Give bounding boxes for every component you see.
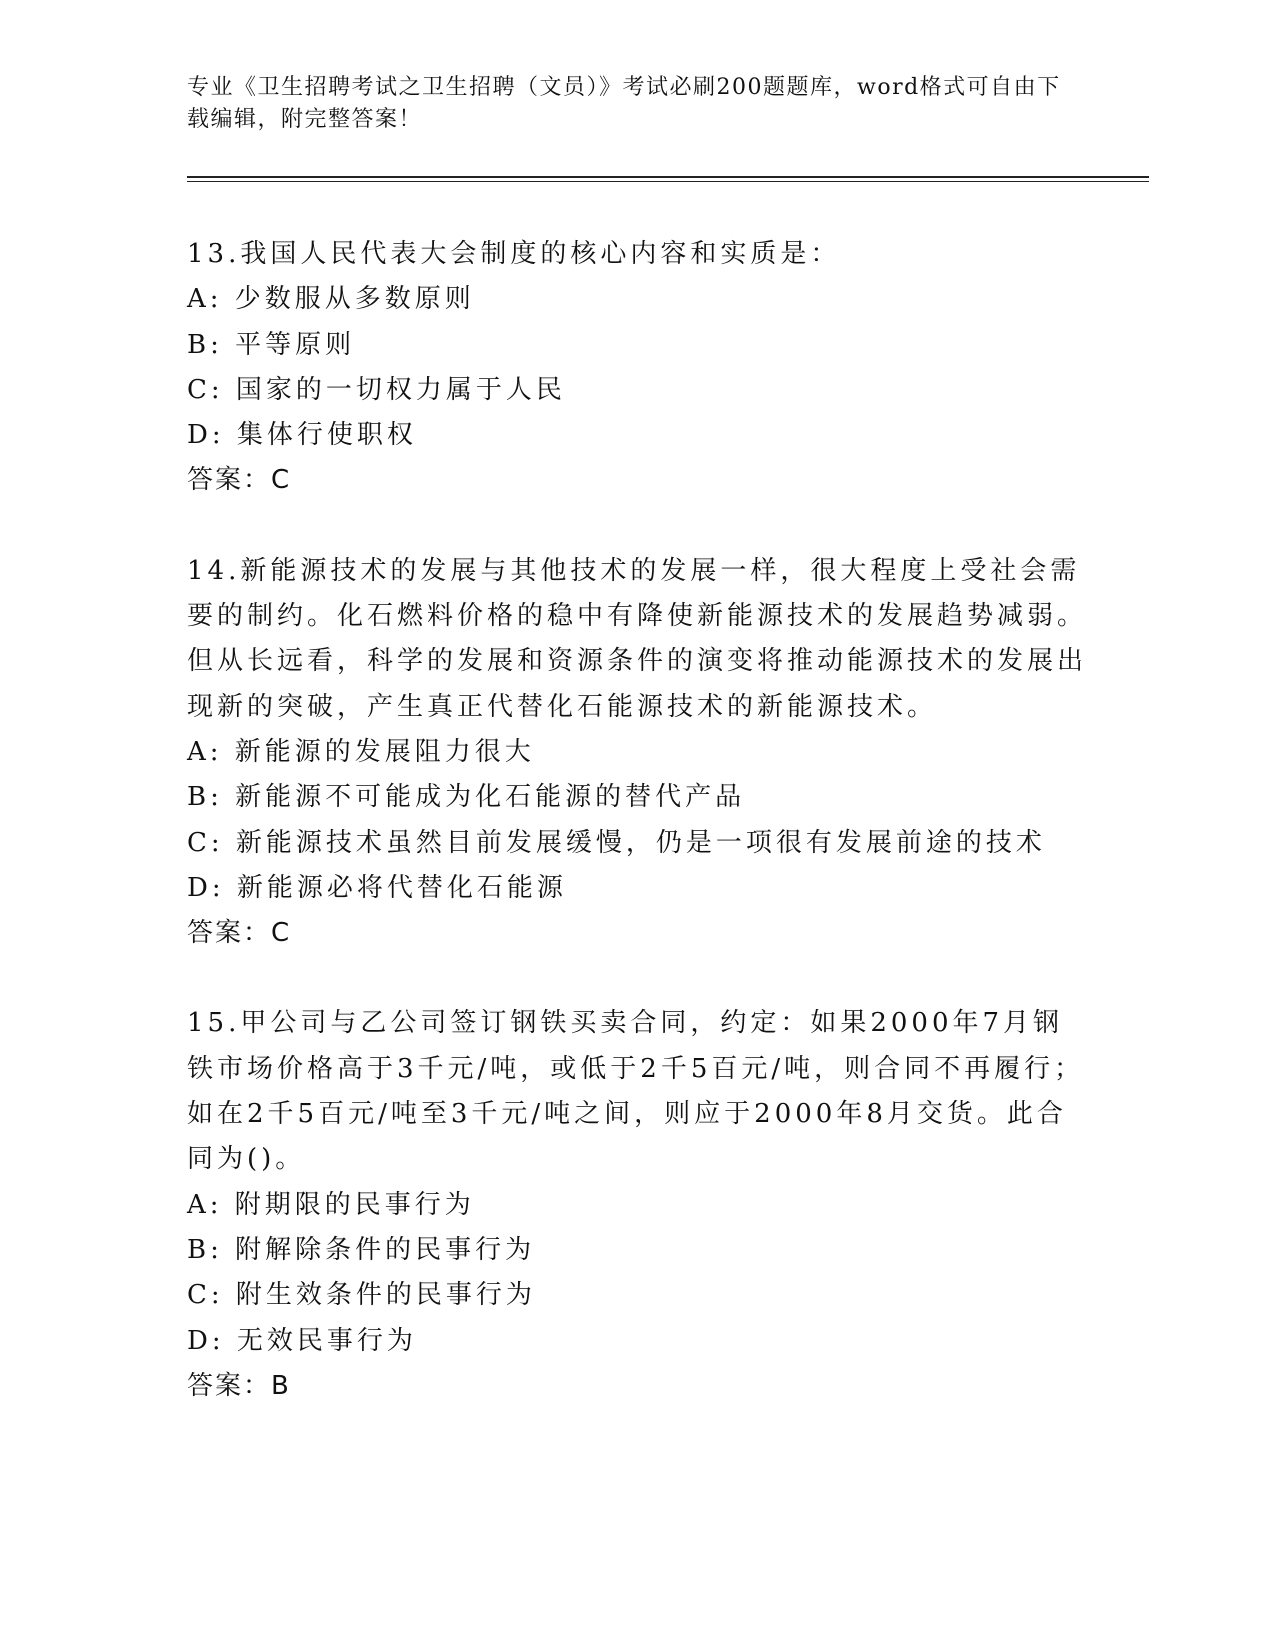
question-stem: 13.我国人民代表大会制度的核心内容和实质是： (187, 239, 841, 269)
question-14 (187, 549, 1087, 957)
question-stem: 15.甲公司与乙公司签订钢铁买卖合同，约定：如果2000年7月钢铁市场价格高于3千元/吨，或低于2千5百元/吨，则合同不再履行；如在2千5百元/吨至3千元/吨之间，则应于2000年8月交货。此合同为()。 (187, 1008, 1085, 1175)
option-a: A: 附期限的民事行为 (187, 1189, 475, 1220)
option-b: B: 附解除条件的民事行为 (187, 1234, 536, 1265)
header-divider-thin (187, 181, 1149, 182)
header-divider-thick (187, 176, 1149, 178)
option-c: C: 附生效条件的民事行为 (187, 1280, 536, 1311)
question-15 (187, 1001, 1087, 1409)
answer-line: 答案：C (187, 465, 292, 496)
document-header: 专业《卫生招聘考试之卫生招聘（文员）》考试必刷200题题库，word格式可自由下载编辑，附完整答案！ (187, 75, 1061, 132)
question-list (187, 232, 1087, 1454)
answer-line: 答案：B (187, 1370, 291, 1401)
option-d: D: 新能源必将代替化石能源 (187, 872, 567, 903)
option-c: C: 国家的一切权力属于人民 (187, 374, 566, 405)
answer-line: 答案：C (187, 918, 292, 949)
option-a: A: 新能源的发展阻力很大 (187, 736, 535, 767)
option-b: B: 平等原则 (187, 329, 356, 360)
option-d: D: 无效民事行为 (187, 1325, 417, 1356)
option-a: A: 少数服从多数原则 (187, 284, 475, 315)
option-d: D: 集体行使职权 (187, 420, 417, 451)
option-c: C: 新能源技术虽然目前发展缓慢，仍是一项很有发展前途的技术 (187, 827, 1046, 858)
question-13 (187, 232, 1087, 504)
option-b: B: 新能源不可能成为化石能源的替代产品 (187, 782, 746, 813)
question-stem: 14.新能源技术的发展与其他技术的发展一样，很大程度上受社会需要的制约。化石燃料价格的稳中有降使新能源技术的发展趋势减弱。但从长远看，科学的发展和资源条件的演变将推动能源技术的发展出现新的突破，产生真正代替化石能源技术的新能源技术。 (187, 555, 1088, 722)
